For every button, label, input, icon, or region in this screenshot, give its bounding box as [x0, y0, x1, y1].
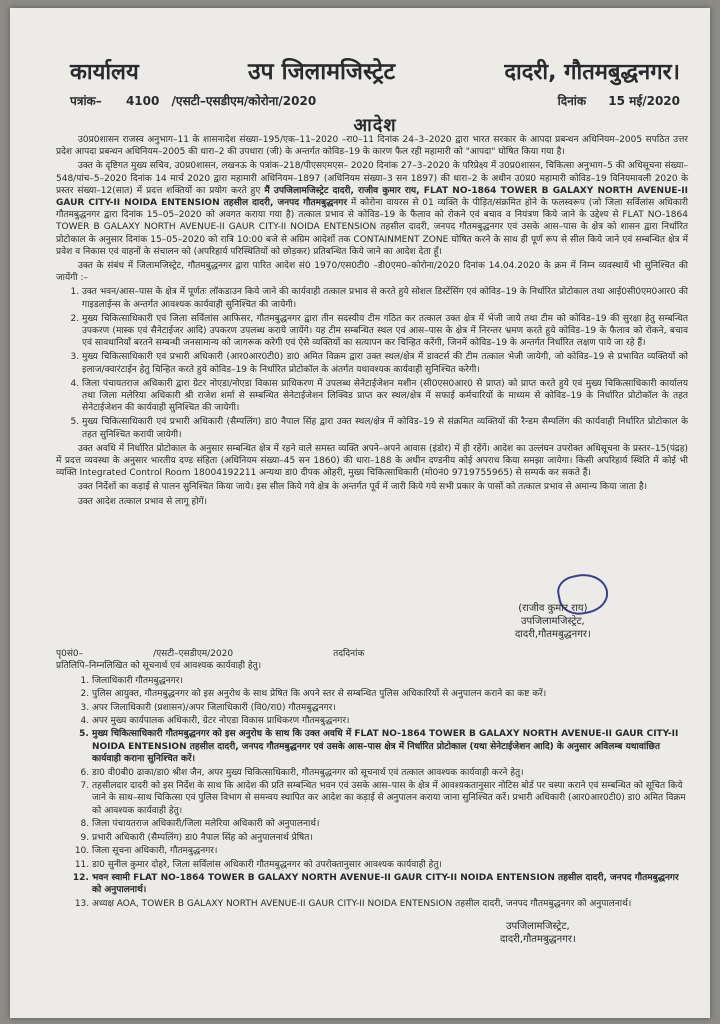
paragraph-3: उक्त के संबंध में जिलामजिस्ट्रेट, गौतमबुद्धनगर द्वारा पारित आदेश सं0 1970/एस0टी0 –डी0एम0–कोरोना/2020 दिनांक 14.04.2020 के क्रम में निम्न व्यवस्थायें भी सुनिश्चित की जायेंगी :–	[56, 261, 688, 284]
directive-item: 4. जिला पंचायतराज अधिकारी द्वारा ग्रेटर नोएडा/नोएडा विकास प्राधिकरण में उपलब्ध सेनेटाईजेशन मशीन (सी0एस0आर0 से प्राप्त) को प्राप्त करते हुये एवं मुख्य चिकित्साधिकारी कार्यालय तथा जिला मलेरिया अधिकारी श्री राजेश शर्मा से सम्बन्धित सेनेटाईजेशन लिक्विड प्राप्त कर स्थल/क्षेत्र में सफाई कर्मचारियों के माध्यम से कोविड–19 के निर्धारित प्रोटोकॉल के तहत सेनेटाईजेशन की कार्यवाही सुनिश्चित की जायेगी।	[82, 378, 688, 415]
reference-line	[70, 92, 680, 109]
signature-block-2	[500, 920, 576, 946]
office-place: दादरी, गौतमबुद्धनगर।	[504, 60, 680, 85]
directive-item: 5. मुख्य चिकित्साधिकारी एवं प्रभारी अधिकारी (सैम्पलिंग) डा0 नैपाल सिंह द्वारा उक्त स्थल/क्षेत्र में कोविड–19 से संक्रमित व्यक्तियों की रैन्डम सैम्पलिंग की कार्यवाही निर्धारित प्रोटोकाल के तहत सुनिश्चित करायी जायेगी।	[82, 416, 688, 440]
cc-item: 4. अपर मुख्य कार्यपालक अधिकारी, ग्रेटर नोएडा विकास प्राधिकरण गौतमबुद्धनगर।	[92, 715, 690, 727]
cc-date-label: तददिनांक	[333, 649, 365, 659]
cc-heading: प्रतिलिपि–निम्नलिखित को सूचनार्थ एवं आवश्यक कार्यवाही हेतु।	[56, 661, 262, 672]
cc-reference-line	[56, 648, 690, 660]
paragraph-4: उक्त अवधि में निर्धारित प्रोटोकाल के अनुसार सम्बन्धित क्षेत्र में रहने वाले समस्त व्यक्ति अपने–अपने आवास (इंडोर) में ही रहेंगें। आदेश का उल्लंघन उपरोक्त अधिसूचना के प्रस्तर–15(पंद्रह) में प्रदत्त व्यवस्था के अनुसार भारतीय दण्ड संहिता (अधिनियम संख्या–45 सन 1860) की धारा–188 के अधीन दण्डनीय कोई अपराध किया समझा जायेगा। किसी अपरिहार्य स्थिति में कोई भी व्यक्ति Integrated Control Room 18004192211 अन्यथा डा0 दीपक ओहरी, मुख्य चिकित्साधिकारी (मो0नं0 9719755965) से सम्पर्क कर सकते हैं।	[56, 443, 688, 479]
ref-label: पत्रांक–	[70, 94, 102, 108]
ref-path: /एसटी–एसडीएम/कोरोना/2020	[171, 94, 317, 108]
document-sheet	[10, 8, 710, 1018]
order-title: आदेश	[353, 115, 397, 136]
paragraph-2-a: उक्त के दृष्टिगत मुख्य सचिव, उ0प्र0शासन, लखनऊ के पत्रांक–218/पीएसएमएस– 2020 दिनांक 27–3–2020 के परिप्रेक्ष्य में उ0प्र0शासन, चिकित्सा अनुभाग–5 की अधिसूचना संख्या–548/पांच–5–2020 दिनांक 14 मार्च 2020 द्वारा महामारी अधिनियम–1897 (अधिनियम संख्या–3 सन 1897) की धारा–2 के अधीन उ0प्र0 महामारी कोविड–19 विनियमावली 2020 के प्रस्तर संख्या–12(सात) में प्रदत्त शक्तियों का प्रयोग करते हुए	[56, 161, 688, 196]
paragraph-1: उ0प्र0शासन राजस्व अनुभाग–11 के शासनादेश संख्या–195/एक–11–2020 –रा0–11 दिनांक 24–3–2020 द्वारा भारत सरकार के आपदा प्रबन्धन अधिनियम–2005 सपठित उत्तर प्रदेश आपदा प्रबन्धन अधिनियम–2005 की धारा–2 की उपधारा (जी) के अन्तर्गत कोविड–19 के कारण फैल रही महामारी को "आपदा" घोषित किया गया है।	[56, 135, 688, 158]
cc-item: 5. मुख्य चिकित्साधिकारी गौतमबुद्धनगर को इस अनुरोध के साथ कि उक्त अवधि में FLAT NO-1864 TOWER B GALAXY NORTH AVENUE-II GAUR CITY-II NOIDA ENTENSION तहसील दादरी, जनपद गौतमबुद्धनगर एवं उसके आस–पास क्षेत्र में निर्धारित प्रोटोकाल (यथा सेनेटाईजेशन आदि) के अनुसार अविलम्ब यथावांछित कार्यवाही कराना सुनिश्चित करें।	[92, 728, 690, 765]
cc-item: 8. जिला पंचायतराज अधिकारी/जिला मलेरिया अधिकारी को अनुपालनार्थ।	[92, 818, 690, 830]
paragraph-5: उक्त निर्देशों का कड़ाई से पालन सुनिश्चित किया जाये। इस सील किये गये क्षेत्र के अन्तर्गत पूर्व में जारी किये गये सभी प्रकार के पासों को तत्काल प्रभाव से अमान्य किया जाता है।	[78, 482, 648, 493]
paragraph-2-bold: मैं उपजिलामजिस्ट्रेट दादरी, राजीव कुमार राय, FLAT NO-1864 TOWER B GALAXY NORTH AVENUE-II GAUR CITY-II NOIDA ENTENSION तहसील दादरी, जनपद गौतमबुद्धनगर	[56, 185, 688, 209]
paragraph-2-b: में कोरोना वायरस से 01 व्यक्ति के पीड़ित/संक्रमित होने के फलस्वरूप (जो जिला सर्विलांस अधिकारी गौतमबुद्धनगर द्वारा दिनांक 15–05–2020 को अवगत कराया गया है) तत्काल प्रभाव से कोविड–19 के फैलाव को रोकने एवं बचाव व नियंत्रण किये जाने के उद्देश्य से FLAT NO-1864 TOWER B GALAXY NORTH AVENUE-II GAUR CITY-II NOIDA ENTENSION तहसील दादरी, जनपद गौतमबुद्धनगर एवं उसके आस–पास के क्षेत्र को शासन द्वारा निर्धारित प्रोटोकाल के अनुसार दिनांक 15–05–2020 को रात्रि 10:00 बजे से अग्रिम आदेशों तक CONTAINMENT ZONE घोषित करने के साथ ही पूर्ण रूप से सील किये जाने एवं सम्बन्धित क्षेत्र में प्रवेश व निकास एवं वाहनों के संचालन को (अपरिहार्य परिस्थितियों को छोड़कर) प्रतिबन्धित किये जाने का आदेश देता हूँ।	[56, 198, 688, 257]
date-label: दिनांक	[557, 94, 587, 108]
letterhead	[70, 54, 680, 137]
office-label: कार्यालय	[70, 60, 139, 85]
cc-item: 12. भवन स्वामी FLAT NO-1864 TOWER B GALAXY NORTH AVENUE-II GAUR CITY-II NOIDA ENTENSION तहसील दादरी, जनपद गौतमबुद्धनगर को अनुपालनार्थ।	[92, 872, 690, 897]
paragraph-6: उक्त आदेश तत्काल प्रभाव से लागू होगें।	[78, 496, 208, 507]
cc-item: 2. पुलिस आयुक्त, गौतमबुद्धनगर को इस अनुरोध के साथ प्रेषित कि अपने स्तर से सम्बन्धित पुलिस अधिकारियों से अनुपालन कराने का कष्ट करें।	[92, 688, 690, 700]
cc-signatory-designation: उपजिलामजिस्ट्रेट,	[506, 921, 570, 932]
order-body	[56, 134, 688, 510]
cc-item: 6. डा0 वी0बी0 ढाका/डा0 श्रीश जैन, अपर मुख्य चिकित्साधिकारी, गौतमबुद्धनगर को सूचनार्थ एवं तत्काल आवश्यक कार्यवाही करने हेतु।	[92, 767, 690, 779]
cc-ref-path: /एसटी–एसडीएम/2020	[153, 649, 234, 659]
cc-ref-label: पृ0सं0–	[56, 649, 84, 659]
cc-item: 13. अध्यक्ष AOA, TOWER B GALAXY NORTH AVENUE-II GAUR CITY-II NOIDA ENTENSION तहसील दादरी, जनपद गौतमबुद्धनगर को अनुपालनार्थ।	[92, 898, 690, 910]
copy-to-section	[56, 648, 690, 911]
date-value: 15 मई/2020	[608, 94, 680, 108]
directive-item: 1. उक्त भवन/आस–पास के क्षेत्र में पूर्णतः लॉकडाउन किये जाने की कार्यवाही तत्काल प्रभाव से करते हुये सोशल डिस्टेंसिंग एवं कोविड–19 के निर्धारित प्रोटोकाल तथा आई0सी0एम0आर0 की गाइडलाईन्स के अन्तर्गत आवश्यक कार्यवाही सुनिश्चित की जायेगी।	[82, 286, 688, 310]
office-title: उप जिलामजिस्ट्रेट	[247, 59, 396, 85]
signature-block-1	[515, 602, 591, 641]
paragraph-2	[56, 160, 688, 258]
cc-item: 7. तहसीलदार दादरी को इस निर्देश के साथ कि आदेश की प्रति सम्बन्धित भवन एवं उसके आस–पास के क्षेत्र में आवश्यकतानुसार नोटिस बोर्ड पर चस्पा कराने एवं सम्बन्धित को सूचित किये जाने के साथ–साथ चिकित्सा एवं पुलिस विभाग से समन्वय स्थापित कर आदेश का कड़ाई से अनुपालन कराया जाना सुनिश्चित करें। प्रभारी अधिकारी (आर0आर0टी0) डा0 अमित विक्रम को आवश्यक कार्यवाही हेतु।	[92, 780, 690, 817]
cc-item: 3. अपर जिलाधिकारी (प्रशासन)/अपर जिलाधिकारी (वि0/रा0) गौतमबुद्धनगर।	[92, 702, 690, 714]
cc-item: 1. जिलाधिकारी गौतमबुद्धनगर।	[92, 675, 690, 687]
cc-signatory-place: दादरी,गौतमबुद्धनगर।	[500, 934, 576, 945]
cc-item: 9. प्रभारी अधिकारी (सैम्पलिंग) डा0 नैपाल सिंह को अनुपालनार्थ प्रेषित।	[92, 832, 690, 844]
signatory-place: दादरी,गौतमबुद्धनगर।	[515, 629, 591, 640]
signatory-name: (राजीव कुमार राय)	[518, 603, 588, 614]
directive-list	[56, 286, 688, 440]
ref-number: 4100	[125, 94, 160, 108]
cc-list	[56, 675, 690, 910]
cc-item: 11. डा0 सुनील कुमार दोहरे, जिला सर्विलांस अधिकारी गौतमबुद्धनगर को उपरोक्तानुसार आवश्यक कार्यवाही हेतु।	[92, 859, 690, 871]
cc-item: 10. जिला सूचना अधिकारी, गौतमबुद्धनगर।	[92, 845, 690, 857]
signatory-designation: उपजिलामजिस्ट्रेट,	[521, 616, 585, 627]
directive-item: 3. मुख्य चिकित्साधिकारी एवं प्रभारी अधिकारी (आर0आर0टी0) डा0 अमित विक्रम द्वारा उक्त स्थल/क्षेत्र में डाक्टर्स की टीम तत्काल भेजी जायेगी, जो कोविड–19 से प्रभावित व्यक्तियों को इलाज/क्वारंटाईन हेतु चिन्हित करते हुये कोविड–19 के निर्धारित प्रोटोकॉल के अंतर्गत यथावश्यक कार्यवाही सुनिश्चित करेगी।	[82, 351, 688, 375]
directive-item: 2. मुख्य चिकित्साधिकारी एवं जिला सर्विलांस आफिसर, गौतमबुद्धनगर द्वारा तीन सदस्यीय टीम गठित कर तत्काल उक्त क्षेत्र में भेजी जाये तथा टीम को कोविड–19 की सुरक्षा हेतु सम्बन्धित उपकरण (मास्क एवं सैनेटाईजर आदि) उपकरण उपलब्ध कराये जायेंगे। यह टीम सम्बन्धित स्थल एवं आस–पास के क्षेत्र में निरन्तर भ्रमण करते हुये कोविड–19 के फैलाव को रोकने, बचाव एवं सावधानियाँ बरतने सम्बन्धी जनसामान्य को जागरूक करेगी एवं ऐसे व्यक्तियों का सत्यापन कर चिन्हित करेंगी, जिनमें कोविड–19 के अन्तर्गत निर्धारित लक्षण पाये जा रहे हैं।	[82, 313, 688, 350]
